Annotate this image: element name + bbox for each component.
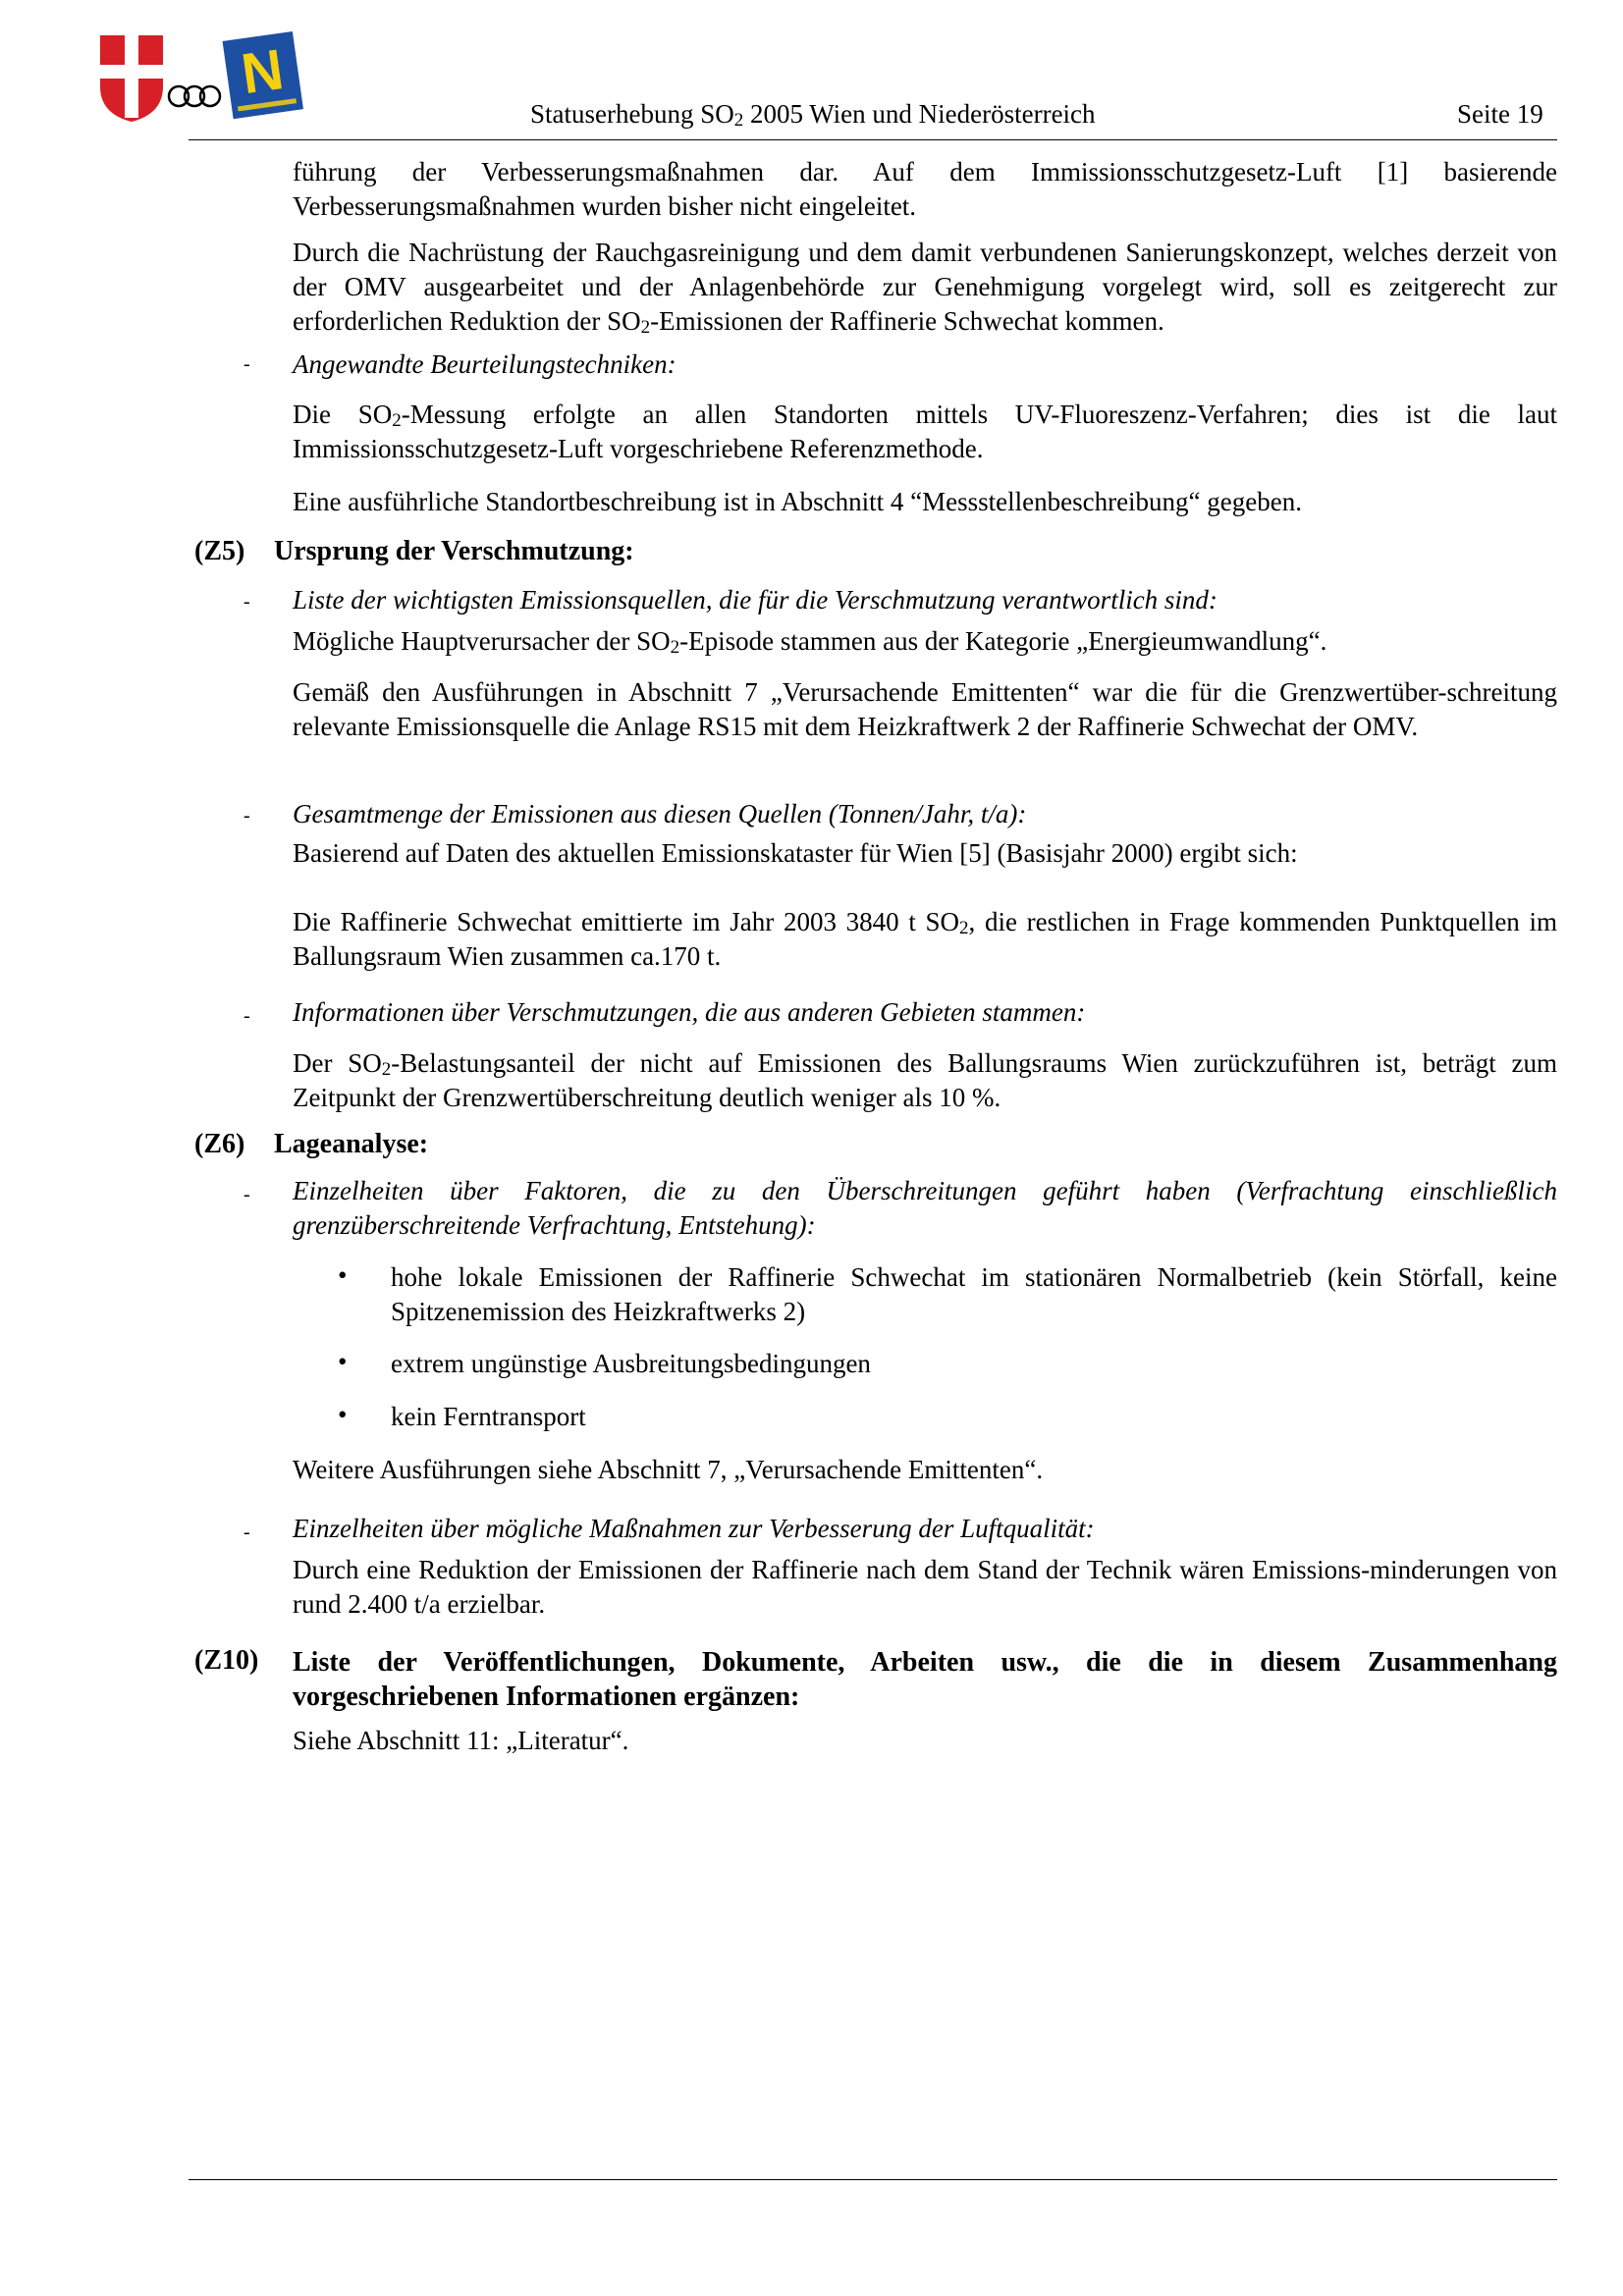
paragraph-7: Basierend auf Daten des aktuellen Emissionskataster für Wien [5] (Basisjahr 2000) ergibt sich: (293, 838, 1298, 868)
header-title: Statuserhebung $SO_2$ 2005 Wien und Niederösterreich (530, 99, 1096, 131)
bullet-icon: • (338, 1400, 348, 1429)
paragraph-1: führung der Verbesserungsmaßnahmen dar. Auf dem Immissionsschutzgesetz-Luft [1] basierende Verbesserungsmaßnahmen wurden bisher nicht eingeleitet. (293, 157, 1557, 221)
z6-label: (Z6) (194, 1129, 245, 1159)
list-item: extrem ungünstige Ausbreitungsbedingungen (391, 1349, 871, 1378)
dash-bullet: - (243, 353, 250, 375)
z10-label: (Z10) (194, 1645, 259, 1676)
section-heading-factors: Einzelheiten über Faktoren, die zu den Überschreitungen geführt haben (Verfrachtung einschließlich grenzüberschreitende Verfrachtung, Entstehung): (293, 1176, 1557, 1240)
z6-title: Lageanalyse: (274, 1129, 429, 1159)
bullet-icon: • (338, 1260, 348, 1290)
z5-label: (Z5) (194, 536, 245, 566)
dash-bullet: - (243, 1005, 250, 1027)
section-heading-measures: Einzelheiten über mögliche Maßnahmen zur Verbesserung der Luftqualität: (293, 1514, 1095, 1543)
footer-divider (189, 2179, 1557, 2180)
dash-bullet: - (243, 591, 250, 613)
section-heading-other-regions: Informationen über Verschmutzungen, die aus anderen Gebieten stammen: (293, 997, 1086, 1027)
bullet-icon: • (338, 1347, 348, 1376)
paragraph-9: Der $SO_2$-Belastungsanteil der nicht auf Emissionen des Ballungsraums Wien zurückzuführen ist, beträgt zum Zeitpunkt der Grenzwertüberschreitung deutlich weniger als 10 %. (293, 1048, 1557, 1112)
paragraph-8: Die Raffinerie Schwechat emittierte im Jahr 2003 3840 t $SO_2$, die restlichen in Frage kommenden Punktquellen im Ballungsraum Wien zusammen ca.170 t. (293, 907, 1557, 971)
header-logos (98, 27, 304, 126)
paragraph-11: Durch eine Reduktion der Emissionen der Raffinerie nach dem Stand der Technik wären Emissions-minderungen von rund 2.400 t/a erzielbar. (293, 1555, 1557, 1619)
paragraph-10: Weitere Ausführungen siehe Abschnitt 7, „Verursachende Emittenten“. (293, 1455, 1044, 1484)
list-item: hohe lokale Emissionen der Raffinerie Schwechat im stationären Normalbetrieb (kein Störfall, keine Spitzenemission des Heizkraftwerks 2) (391, 1262, 1557, 1326)
page-number: Seite 19 (1457, 99, 1543, 129)
noe-logo-icon (223, 31, 303, 119)
z5-title: Ursprung der Verschmutzung: (274, 536, 634, 566)
section-heading-sources: Liste der wichtigsten Emissionsquellen, die für die Verschmutzung verantwortlich sind: (293, 585, 1217, 614)
logo-graphic (98, 27, 304, 126)
paragraph-3: Die $SO_2$-Messung erfolgte an allen Standorten mittels UV-Fluoreszenz-Verfahren; dies ist die laut Immissionsschutzgesetz-Luft vorgeschriebene Referenzmethode. (293, 400, 1557, 463)
dash-bullet: - (243, 1184, 250, 1205)
z10-title: Liste der Veröffentlichungen, Dokumente, Arbeiten usw., die die in diesem Zusammenhang vorgeschriebenen Informationen ergänzen: (293, 1647, 1557, 1712)
list-item: kein Ferntransport (391, 1402, 586, 1431)
section-heading-assessment: Angewandte Beurteilungstechniken: (293, 349, 676, 379)
paragraph-12: Siehe Abschnitt 11: „Literatur“. (293, 1726, 629, 1755)
dash-bullet: - (243, 1522, 250, 1543)
dash-bullet: - (243, 805, 250, 827)
paragraph-4: Eine ausführliche Standortbeschreibung ist in Abschnitt 4 “Messstellenbeschreibung“ gegeben. (293, 487, 1302, 516)
header-divider (189, 139, 1557, 140)
noe-logo-letter: N (238, 37, 288, 107)
section-heading-total: Gesamtmenge der Emissionen aus diesen Quellen (Tonnen/Jahr, t/a): (293, 799, 1027, 828)
paragraph-5: Mögliche Hauptverursacher der $SO_2$-Episode stammen aus der Kategorie „Energieumwandlung“. (293, 626, 1327, 658)
paragraph-2: Durch die Nachrüstung der Rauchgasreinigung und dem damit verbundenen Sanierungskonzept, welches derzeit von der OMV ausgearbeitet und der Anlagenbehörde zur Genehmigung vorgelegt wird, soll es zeitgerecht zur erforderlichen Reduktion der $SO_2$-Emissionen der Raffinerie Schwechat kommen. (293, 238, 1557, 338)
paragraph-6: Gemäß den Ausführungen in Abschnitt 7 „Verursachende Emittenten“ war die für die Grenzwertüber-schreitung relevante Emissionsquelle die Anlage RS15 mit dem Heizkraftwerk 2 der Raffinerie Schwechat der OMV. (293, 677, 1557, 741)
